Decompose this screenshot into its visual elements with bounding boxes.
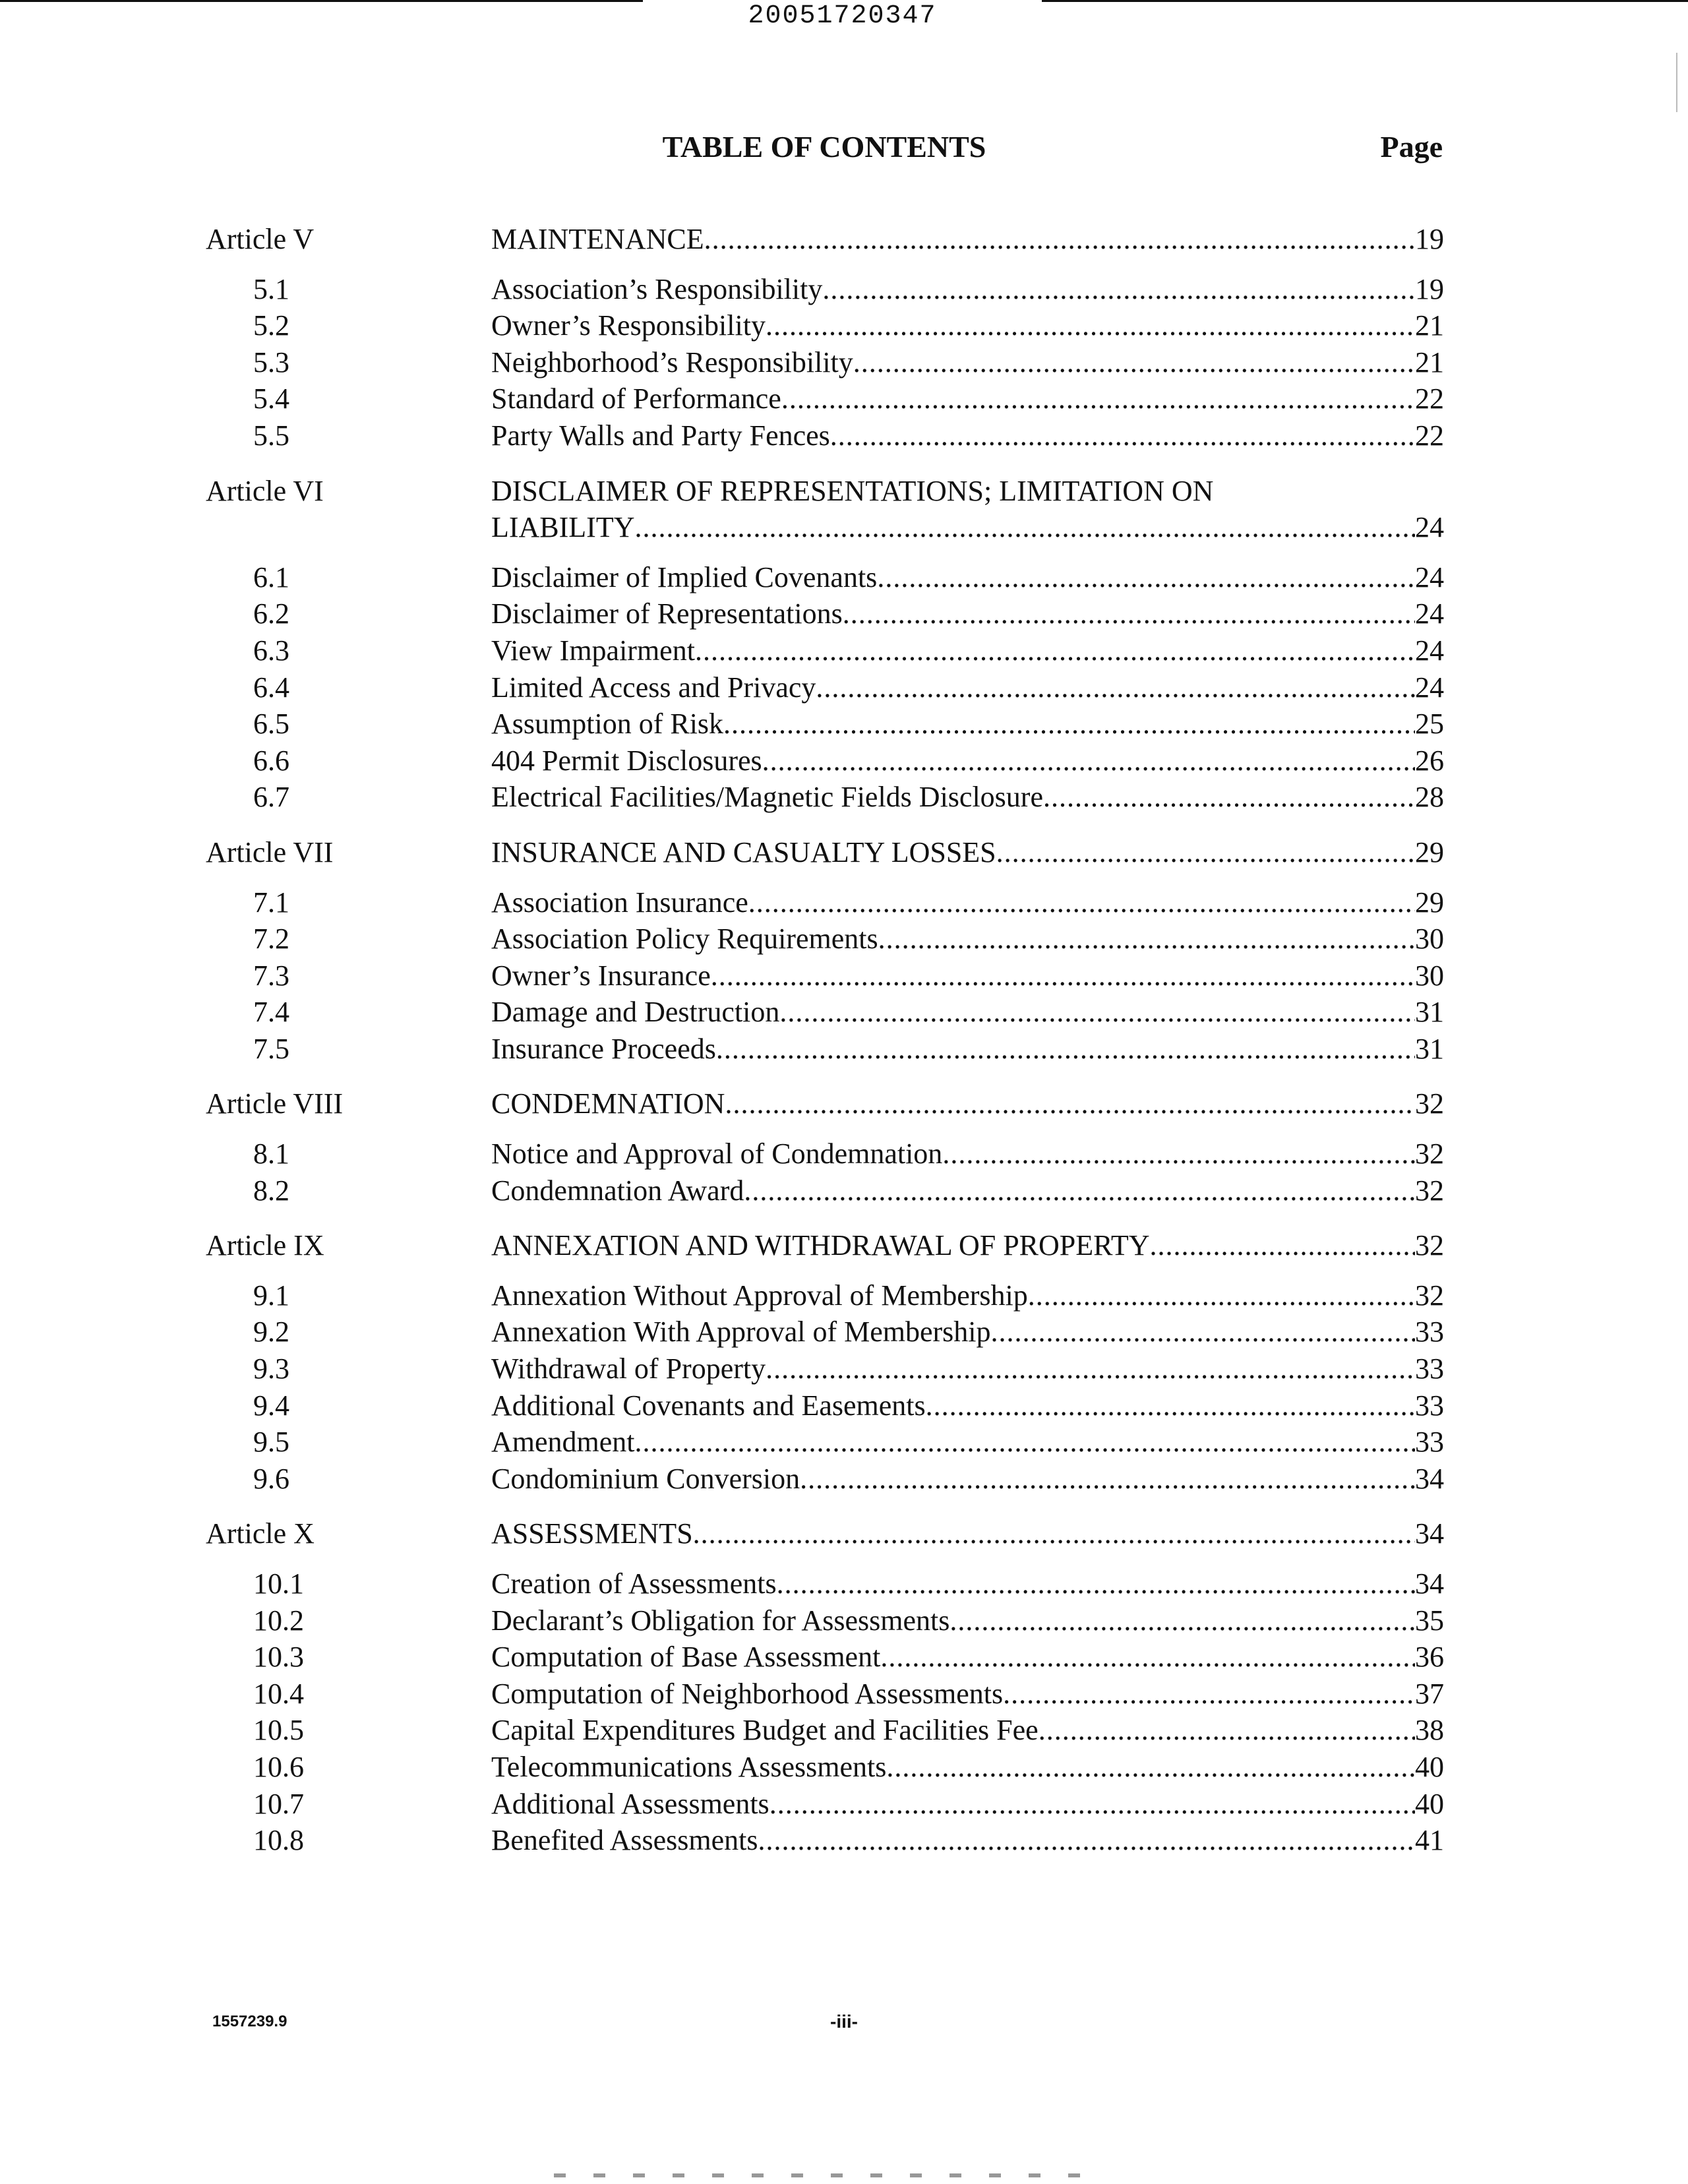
section-entry xyxy=(491,744,1444,777)
scan-artifact xyxy=(1676,53,1677,112)
section-entry xyxy=(491,886,1444,919)
section-page-number: 31 xyxy=(1415,1032,1444,1065)
toc-article-row xyxy=(0,473,1688,546)
section-title: Assumption of Risk xyxy=(491,708,724,741)
toc-section-row xyxy=(0,671,1688,708)
toc-section-row xyxy=(0,1750,1688,1787)
section-entry xyxy=(491,1823,1444,1857)
section-page-number: 33 xyxy=(1415,1316,1444,1349)
dot-leader xyxy=(816,671,1415,704)
toc-section-row xyxy=(0,561,1688,597)
dot-leader xyxy=(1003,1677,1415,1711)
section-title: Electrical Facilities/Magnetic Fields Disclosure xyxy=(491,781,1043,814)
section-number: 9.6 xyxy=(253,1462,289,1495)
document-number: 20051720347 xyxy=(748,1,937,31)
toc-section-row xyxy=(0,1425,1688,1462)
article-title-block xyxy=(491,473,1444,546)
article-title-line xyxy=(491,834,1444,871)
toc-article-group xyxy=(0,473,1688,817)
section-number: 9.5 xyxy=(253,1426,289,1459)
section-entry xyxy=(491,1389,1444,1422)
article-title: LIABILITY xyxy=(491,511,635,544)
section-number: 9.3 xyxy=(253,1352,289,1385)
section-page-number: 34 xyxy=(1415,1567,1444,1600)
dot-leader xyxy=(725,1085,1415,1122)
article-title: CONDEMNATION xyxy=(491,1087,725,1120)
section-page-number: 40 xyxy=(1415,1750,1444,1783)
toc-section-row xyxy=(0,1279,1688,1316)
article-title-block xyxy=(491,1085,1444,1122)
article-title-line xyxy=(491,509,1444,546)
section-page-number: 32 xyxy=(1415,1174,1444,1207)
toc-body xyxy=(0,221,1688,1877)
toc-article-group xyxy=(0,1515,1688,1860)
section-title: Condominium Conversion xyxy=(491,1462,800,1495)
section-title: Withdrawal of Property xyxy=(491,1352,766,1385)
section-page-number: 33 xyxy=(1415,1389,1444,1422)
dot-leader xyxy=(1039,1713,1415,1747)
section-entry xyxy=(491,346,1444,379)
section-entry xyxy=(491,1677,1444,1711)
section-title: Amendment xyxy=(491,1426,635,1459)
section-entry xyxy=(491,1279,1444,1312)
article-page-number: 34 xyxy=(1415,1517,1444,1550)
dot-leader xyxy=(704,221,1415,258)
dot-leader xyxy=(877,561,1415,594)
section-page-number: 35 xyxy=(1415,1604,1444,1637)
section-entry xyxy=(491,382,1444,415)
section-title: Condemnation Award xyxy=(491,1174,744,1207)
dot-leader xyxy=(853,346,1415,379)
toc-section-row xyxy=(0,309,1688,346)
section-entry xyxy=(491,1462,1444,1496)
section-entry xyxy=(491,671,1444,704)
section-number: 6.1 xyxy=(253,561,289,593)
section-entry xyxy=(491,1352,1444,1385)
article-title: ASSESSMENTS xyxy=(491,1517,693,1550)
dot-leader xyxy=(766,309,1415,342)
dot-leader xyxy=(781,382,1415,415)
article-title-line xyxy=(491,1227,1444,1264)
section-page-number: 29 xyxy=(1415,886,1444,919)
section-number: 7.1 xyxy=(253,886,289,919)
article-title-line xyxy=(491,1515,1444,1552)
section-number: 10.5 xyxy=(253,1714,304,1747)
article-label: Article VII xyxy=(206,835,334,868)
toc-section-row xyxy=(0,1787,1688,1824)
section-entry xyxy=(491,1174,1444,1207)
section-entry xyxy=(491,1713,1444,1747)
section-page-number: 37 xyxy=(1415,1677,1444,1710)
section-page-number: 26 xyxy=(1415,744,1444,777)
toc-section-row xyxy=(0,1389,1688,1426)
toc-section-row xyxy=(0,1604,1688,1641)
article-page-number: 32 xyxy=(1415,1087,1444,1120)
section-entry xyxy=(491,1567,1444,1600)
section-number: 5.5 xyxy=(253,419,289,452)
toc-section-row xyxy=(0,272,1688,309)
section-number: 6.5 xyxy=(253,708,289,741)
toc-section-row xyxy=(0,419,1688,456)
toc-article-group xyxy=(0,221,1688,456)
section-title: Damage and Destruction xyxy=(491,996,780,1029)
section-entry xyxy=(491,959,1444,992)
section-page-number: 22 xyxy=(1415,419,1444,452)
article-page-number: 32 xyxy=(1415,1229,1444,1262)
section-page-number: 25 xyxy=(1415,708,1444,741)
section-page-number: 19 xyxy=(1415,272,1444,305)
section-page-number: 38 xyxy=(1415,1714,1444,1747)
toc-section-row xyxy=(0,1567,1688,1604)
article-label: Article VIII xyxy=(206,1087,344,1120)
scan-artifact xyxy=(554,2173,1081,2177)
dot-leader xyxy=(878,922,1415,956)
section-title: Disclaimer of Implied Covenants xyxy=(491,561,878,593)
section-page-number: 30 xyxy=(1415,923,1444,956)
section-title: Additional Assessments xyxy=(491,1787,769,1820)
section-page-number: 21 xyxy=(1415,346,1444,379)
toc-article-row xyxy=(0,1227,1688,1264)
section-number: 10.1 xyxy=(253,1567,304,1600)
top-border-line xyxy=(1042,0,1688,2)
dot-leader xyxy=(777,1567,1415,1600)
dot-leader xyxy=(926,1389,1415,1422)
section-number: 9.4 xyxy=(253,1389,289,1422)
dot-leader xyxy=(766,1352,1415,1385)
dot-leader xyxy=(800,1462,1415,1496)
section-number: 5.2 xyxy=(253,309,289,342)
section-number: 7.4 xyxy=(253,996,289,1029)
section-page-number: 33 xyxy=(1415,1426,1444,1459)
section-title: Computation of Neighborhood Assessments xyxy=(491,1677,1004,1710)
dot-leader xyxy=(769,1787,1415,1821)
toc-heading: TABLE OF CONTENTS xyxy=(662,130,986,164)
toc-section-row xyxy=(0,634,1688,671)
section-title: Association’s Responsibility xyxy=(491,272,823,305)
toc-section-row xyxy=(0,886,1688,923)
section-number: 10.2 xyxy=(253,1604,304,1637)
section-number: 10.7 xyxy=(253,1787,304,1820)
section-title: Notice and Approval of Condemnation xyxy=(491,1138,943,1170)
section-title: Additional Covenants and Easements xyxy=(491,1389,926,1422)
toc-section-row xyxy=(0,744,1688,781)
dot-leader xyxy=(942,1137,1415,1170)
section-title: Association Policy Requirements xyxy=(491,923,878,956)
section-number: 10.3 xyxy=(253,1641,304,1674)
section-number: 5.1 xyxy=(253,272,289,305)
section-title: Benefited Assessments xyxy=(491,1824,758,1857)
section-page-number: 36 xyxy=(1415,1641,1444,1674)
section-page-number: 41 xyxy=(1415,1824,1444,1857)
section-title: Insurance Proceeds xyxy=(491,1032,716,1065)
section-title: Party Walls and Party Fences xyxy=(491,419,830,452)
article-page-number: 29 xyxy=(1415,835,1444,868)
section-page-number: 33 xyxy=(1415,1352,1444,1385)
toc-article-group xyxy=(0,1227,1688,1498)
dot-leader xyxy=(886,1750,1415,1784)
dot-leader xyxy=(991,1315,1415,1349)
article-title: DISCLAIMER OF REPRESENTATIONS; LIMITATION ON xyxy=(491,474,1214,507)
dot-leader xyxy=(843,597,1415,630)
toc-section-row xyxy=(0,1677,1688,1714)
dot-leader xyxy=(723,707,1415,741)
toc-section-row xyxy=(0,597,1688,634)
section-title: Telecommunications Assessments xyxy=(491,1750,887,1783)
dot-leader xyxy=(1150,1227,1416,1264)
top-border-line xyxy=(0,0,643,2)
section-number: 5.4 xyxy=(253,382,289,415)
section-number: 9.2 xyxy=(253,1316,289,1349)
toc-article-row xyxy=(0,1515,1688,1552)
dot-leader xyxy=(830,419,1415,452)
section-entry xyxy=(491,707,1444,741)
article-title: INSURANCE AND CASUALTY LOSSES xyxy=(491,835,996,868)
toc-section-row xyxy=(0,346,1688,382)
toc-article-group xyxy=(0,1085,1688,1210)
section-entry xyxy=(491,561,1444,594)
toc-section-row xyxy=(0,1713,1688,1750)
article-title: ANNEXATION AND WITHDRAWAL OF PROPERTY xyxy=(491,1229,1150,1262)
article-label: Article X xyxy=(206,1517,315,1550)
section-number: 6.7 xyxy=(253,781,289,814)
toc-section-row xyxy=(0,1823,1688,1860)
section-number: 6.4 xyxy=(253,671,289,704)
article-label: Article IX xyxy=(206,1229,324,1262)
article-title-block xyxy=(491,221,1444,258)
section-entry xyxy=(491,995,1444,1029)
section-number: 7.2 xyxy=(253,923,289,956)
toc-section-row xyxy=(0,1352,1688,1389)
toc-section-row xyxy=(0,382,1688,419)
dot-leader xyxy=(695,634,1415,667)
section-title: Owner’s Insurance xyxy=(491,959,711,992)
section-entry xyxy=(491,780,1444,814)
section-entry xyxy=(491,1604,1444,1637)
dot-leader xyxy=(950,1604,1415,1637)
toc-section-row xyxy=(0,1315,1688,1352)
section-title: Standard of Performance xyxy=(491,382,781,415)
toc-section-row xyxy=(0,959,1688,996)
section-number: 8.1 xyxy=(253,1138,289,1170)
toc-section-row xyxy=(0,1640,1688,1677)
dot-leader xyxy=(762,744,1415,777)
dot-leader xyxy=(996,834,1415,871)
section-number: 5.3 xyxy=(253,346,289,379)
dot-leader xyxy=(635,509,1416,546)
dot-leader xyxy=(711,959,1415,992)
section-page-number: 30 xyxy=(1415,959,1444,992)
section-entry xyxy=(491,272,1444,306)
section-title: Neighborhood’s Responsibility xyxy=(491,346,853,379)
section-page-number: 24 xyxy=(1415,561,1444,593)
section-page-number: 21 xyxy=(1415,309,1444,342)
footer-page-number: -iii- xyxy=(830,2011,858,2032)
dot-leader xyxy=(1043,780,1415,814)
section-number: 7.5 xyxy=(253,1032,289,1065)
section-page-number: 32 xyxy=(1415,1138,1444,1170)
section-title: 404 Permit Disclosures xyxy=(491,744,762,777)
section-title: Annexation With Approval of Membership xyxy=(491,1316,991,1349)
section-title: Declarant’s Obligation for Assessments xyxy=(491,1604,950,1637)
section-number: 6.2 xyxy=(253,597,289,630)
dot-leader xyxy=(779,995,1415,1029)
toc-article-row xyxy=(0,221,1688,258)
section-entry xyxy=(491,634,1444,667)
article-title-block xyxy=(491,1515,1444,1552)
section-page-number: 24 xyxy=(1415,671,1444,704)
article-label: Article V xyxy=(206,223,315,255)
article-title: MAINTENANCE xyxy=(491,223,704,255)
page-column-heading: Page xyxy=(1380,130,1443,164)
section-entry xyxy=(491,922,1444,956)
toc-section-row xyxy=(0,780,1688,817)
section-number: 9.1 xyxy=(253,1279,289,1312)
dot-leader xyxy=(748,886,1415,919)
article-page-number: 24 xyxy=(1415,511,1444,544)
section-title: Owner’s Responsibility xyxy=(491,309,766,342)
section-title: Capital Expenditures Budget and Facilities Fee xyxy=(491,1714,1039,1747)
toc-section-row xyxy=(0,707,1688,744)
section-title: View Impairment xyxy=(491,634,695,667)
section-page-number: 24 xyxy=(1415,634,1444,667)
section-page-number: 31 xyxy=(1415,996,1444,1029)
toc-article-row xyxy=(0,1085,1688,1122)
article-title-line xyxy=(491,1085,1444,1122)
section-entry xyxy=(491,1750,1444,1784)
article-label: Article VI xyxy=(206,474,324,507)
dot-leader xyxy=(1028,1279,1415,1312)
toc-section-row xyxy=(0,1032,1688,1069)
toc-article-row xyxy=(0,834,1688,871)
section-page-number: 22 xyxy=(1415,382,1444,415)
footer-document-code: 1557239.9 xyxy=(212,2013,287,2030)
toc-section-row xyxy=(0,995,1688,1032)
section-number: 7.3 xyxy=(253,959,289,992)
section-page-number: 40 xyxy=(1415,1787,1444,1820)
section-entry xyxy=(491,1137,1444,1170)
section-title: Creation of Assessments xyxy=(491,1567,777,1600)
section-number: 6.3 xyxy=(253,634,289,667)
toc-section-row xyxy=(0,922,1688,959)
toc-article-group xyxy=(0,834,1688,1069)
section-number: 6.6 xyxy=(253,744,289,777)
section-entry xyxy=(491,1032,1444,1066)
section-entry xyxy=(491,1425,1444,1459)
section-page-number: 34 xyxy=(1415,1462,1444,1495)
toc-section-row xyxy=(0,1462,1688,1499)
article-page-number: 19 xyxy=(1415,223,1444,255)
section-entry xyxy=(491,309,1444,342)
dot-leader xyxy=(716,1032,1415,1066)
section-title: Association Insurance xyxy=(491,886,748,919)
section-entry xyxy=(491,1787,1444,1821)
section-number: 8.2 xyxy=(253,1174,289,1207)
section-number: 10.8 xyxy=(253,1824,304,1857)
article-title-line xyxy=(491,473,1444,510)
section-title: Computation of Base Assessment xyxy=(491,1641,881,1674)
dot-leader xyxy=(758,1823,1415,1857)
section-entry xyxy=(491,597,1444,630)
section-number: 10.4 xyxy=(253,1677,304,1710)
dot-leader xyxy=(822,272,1415,306)
section-entry xyxy=(491,1640,1444,1674)
section-number: 10.6 xyxy=(253,1750,304,1783)
section-page-number: 32 xyxy=(1415,1279,1444,1312)
section-title: Annexation Without Approval of Membership xyxy=(491,1279,1028,1312)
section-page-number: 24 xyxy=(1415,597,1444,630)
dot-leader xyxy=(693,1515,1415,1552)
article-title-block xyxy=(491,1227,1444,1264)
toc-section-row xyxy=(0,1137,1688,1174)
dot-leader xyxy=(635,1425,1415,1459)
article-title-line xyxy=(491,221,1444,258)
section-title: Limited Access and Privacy xyxy=(491,671,816,704)
toc-section-row xyxy=(0,1174,1688,1211)
dot-leader xyxy=(880,1640,1415,1674)
section-page-number: 28 xyxy=(1415,781,1444,814)
section-title: Disclaimer of Representations xyxy=(491,597,843,630)
section-entry xyxy=(491,1315,1444,1349)
dot-leader xyxy=(744,1174,1415,1207)
section-entry xyxy=(491,419,1444,452)
article-title-block xyxy=(491,834,1444,871)
